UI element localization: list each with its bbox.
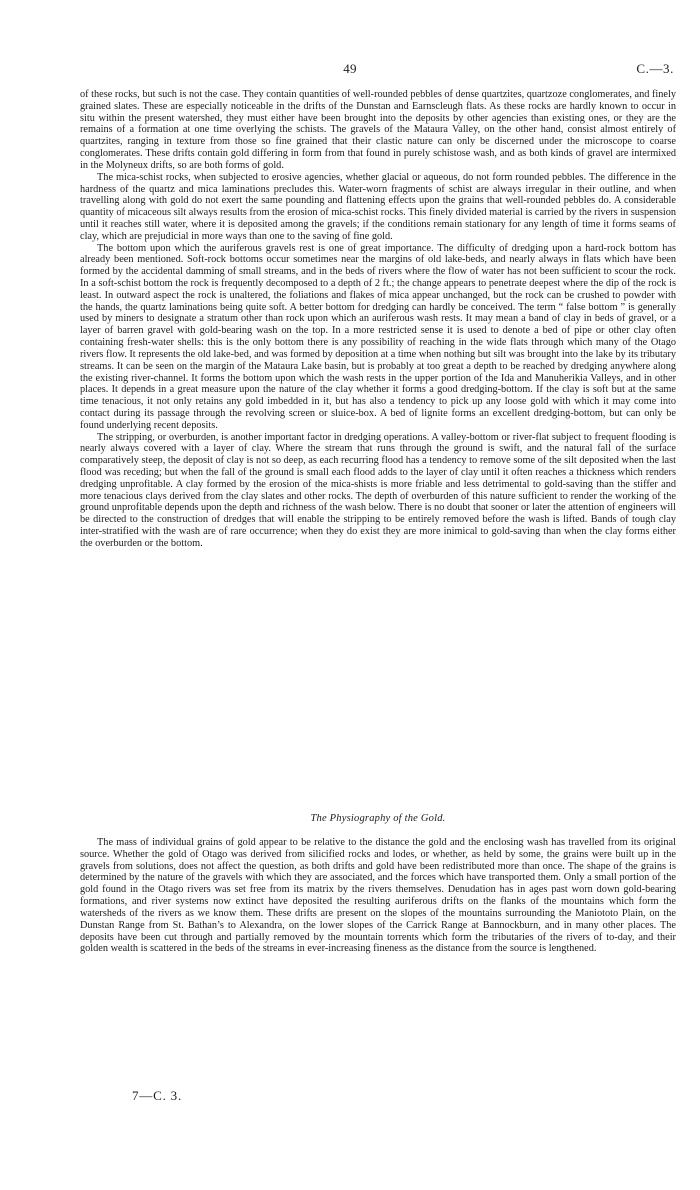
printer-signature: 7—C. 3. bbox=[132, 1088, 183, 1103]
section-body-text bbox=[80, 837, 676, 955]
section-heading: The Physiography of the Gold. bbox=[310, 813, 446, 824]
paragraph: The stripping, or overburden, is another important factor in dredging operations. A valley-bottom or river-flat subject to frequent flooding is nearly always covered with a layer of clay. Where the stream that runs through the ground is swift, and the natural fall of the surface comparatively steep, the deposit of clay is not so deep, as each recurring flood has a tendency to remove some of the silt deposited when the last flood was receding; but when the fall of the ground is small each flood adds to the layer of clay until it often reaches a thickness which renders dredging unprofitable. A clay formed by the erosion of the mica-shists is more friable and less detrimental to gold-saving than the stiffer and more tenacious clays derived from the clay slates and other rocks. The depth of overburden of this nature sufficient to render the working of the ground unprofitable depends upon the depth and richness of the wash below. There is no doubt that sooner or later the attention of engineers will be directed to the construction of dredges that will enable the stripping to be entirely removed before the wash is lifted. Bands of tough clay inter-stratified with the wash are of rare occurrence; when they do exist they are more inimical to gold-saving than when the clay forms either the overburden or the bottom. bbox=[80, 431, 676, 549]
paragraph: The mass of individual grains of gold appear to be relative to the distance the gold and the enclosing wash has travelled from its original source. Whether the gold of Otago was derived from silicified rocks and lodes, or whether, as held by some, the grains were built up in the gravels from solutions, does not affect the question, as both drifts and gold have been redistributed more than once. The shape of the grains is determined by the nature of the gravels with which they are associated, and the forces which have transported them. Only a small portion of the gold found in the Otago rivers was set free from its matrix by the rivers themselves. Denudation has in ages past worn down gold-bearing formations, and river systems now extinct have deposited the resulting auriferous drifts on the flanks of the mountains which form the watersheds of the rivers as we know them. These drifts are present on the slopes of the mountains surrounding the Maniototo Plain, on the Dunstan Range from St. Bathan’s to Alexandra, on the lower slopes of the Carrick Range at Bannockburn, and in many other places. The deposits have been cut through and partially removed by the mountain torrents which form the tributaries of the rivers of to-day, and their golden wealth is scattered in the beds of the streams in ever-increasing fineness as the distance from the source is lengthened. bbox=[80, 837, 676, 955]
page-number: 49 bbox=[343, 61, 357, 76]
paragraph: of these rocks, but such is not the case. They contain quantities of well-rounded pebbles of dense quartzites, quartzoze conglomerates, and finely grained slates. These are especially noticeable in the drifts of the Dunstan and Earnscleugh flats. As these rocks are hardly known to occur in situ within the present watershed, they must either have been brought into the deposits by other agencies than existing ones, or they are the remains of a formation at one time overlying the schists. The gravels of the Mataura Valley, on the other hand, consist almost entirely of quartzites, ranging in texture from those so fine grained that their clastic nature can only be discerned under the microscope to coarse conglomerates. These drifts contain gold differing in form from that found in purely schistose wash, and as both kinds of gravel are intermixed in the Molyneux drifts, so are both forms of gold. bbox=[80, 89, 676, 171]
paragraph: The mica-schist rocks, when subjected to erosive agencies, whether glacial or aqueous, do not form rounded pebbles. The difference in the hardness of the quartz and mica laminations precludes this. Water-worn fragments of schist are always irregular in their outline, and when travelling along with gold do not exert the same pounding and flattening effects upon the grains that well-rounded pebbles do. A considerable quantity of micaceous silt always results from the erosion of mica-schist rocks. This finely divided material is carried by the rivers in suspension until it reaches still water, where it is deposited among the gravels; if the conditions remain stationary for any length of time it forms seams of clay, which are prejudicial in more ways than one to the saving of fine gold. bbox=[80, 171, 676, 242]
body-text bbox=[80, 89, 676, 550]
paragraph: The bottom upon which the auriferous gravels rest is one of great importance. The difficulty of dredging upon a hard-rock bottom has already been mentioned. Soft-rock bottoms occur sometimes near the margins of old lake-beds, and nearly always in flats which have been formed by the accidental damming of small streams, and in the beds of rivers where the flow of water has not been sufficient to scour the rock. In a soft-schist bottom the rock is frequently decomposed to a depth of 2 ft.; the change appears to penetrate deepest where the dip of the rock is least. In outward aspect the rock is unaltered, the foliations and flakes of mica appear unchanged, but the rock can be crushed to powder with the hands, the quartz laminations being quite soft. A better bottom for dredging can hardly be conceived. The term “ false bottom ” is generally used by miners to designate a stratum other than rock upon which an auriferous wash rests. It may mean a band of clay in beds of gravel, or a layer of barren gravel with gold-bearing wash on the top. In a more restricted sense it is used to denote a bed of pipe or other clay often containing fresh-water shells: this is the only bottom there is any possibility of reaching in the wide flats through which many of the Otago rivers flow. It represents the old lake-bed, and was formed by deposition at a time when nothing but silt was brought into the lake by its tributary streams. It can be seen on the margin of the Mataura Lake basin, but is probably at too great a depth to be reached by dredging anywhere along the existing river-channel. It forms the bottom upon which the wash rests in the upper portion of the Ida and Manuherikia Valleys, and in other places. It depends in a great measure upon the nature of the clay whether it forms a good dredging-bottom. If the clay is soft but at the same time tenacious, it not only retains any gold imbedded in it, but has also a tendency to pick up any loose gold with which it may come into contact during its passage through the revolving screen or sluice-box. A bed of lignite forms an excellent dredging-bottom, but can only be found underlying recent deposits. bbox=[80, 242, 676, 431]
document-reference: C.—3. bbox=[636, 61, 674, 76]
